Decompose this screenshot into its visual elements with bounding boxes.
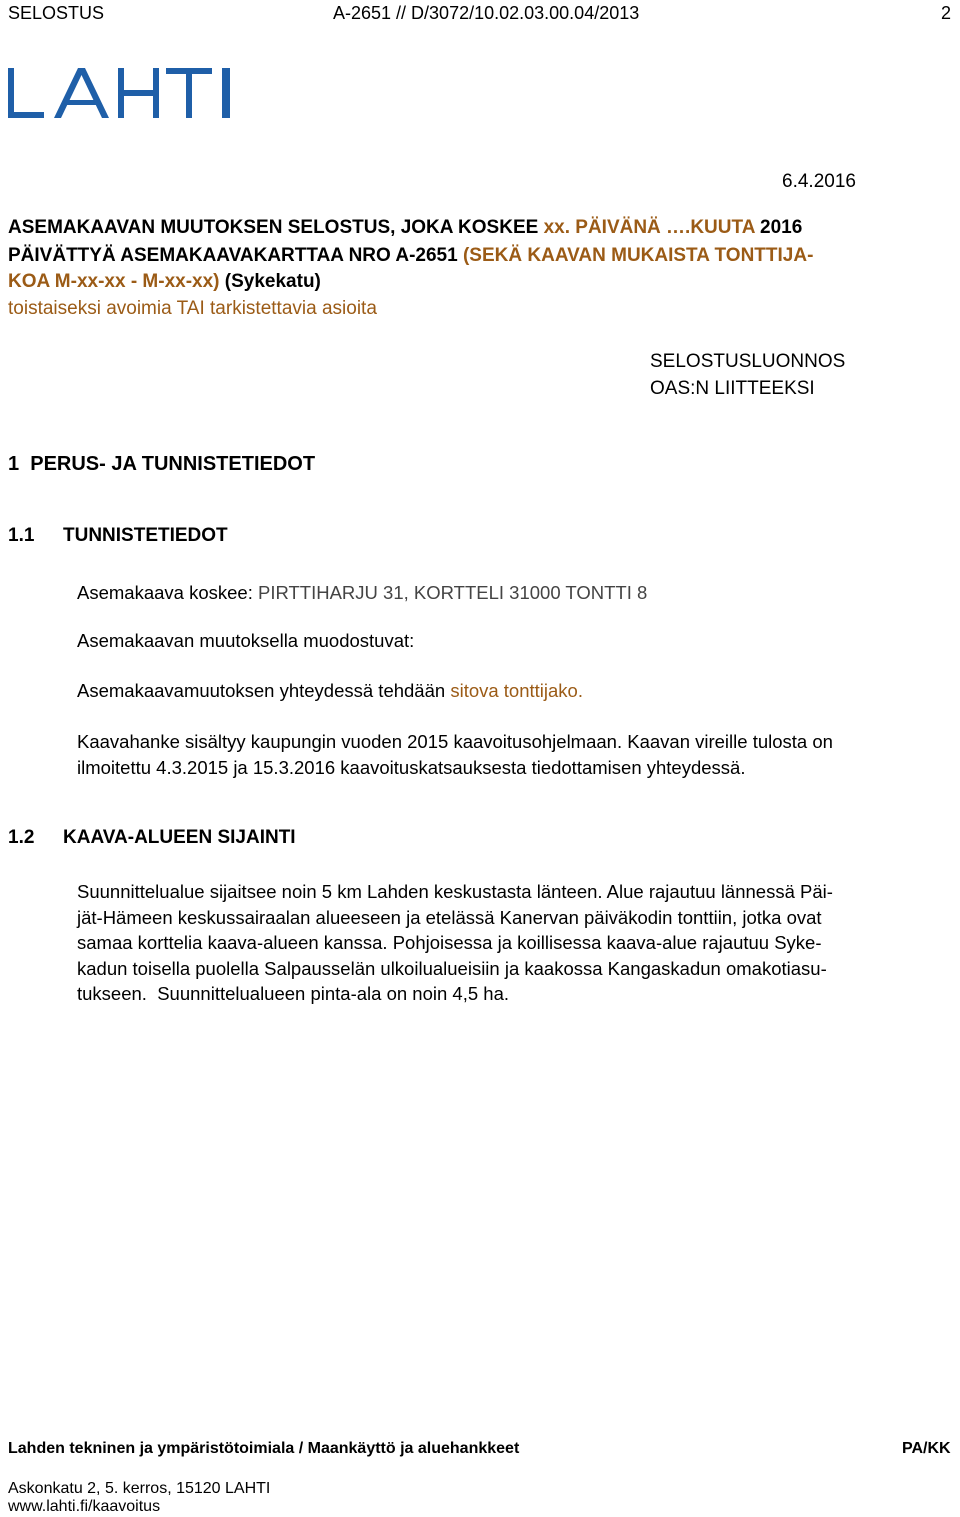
subsection-number: 1.1 [8, 525, 35, 546]
draft-attachment-label: OAS:N LIITTEEKSI [650, 378, 815, 399]
paragraph-line: Suunnittelualue sijaitsee noin 5 km Lahden keskustasta länteen. Alue rajautuu lännessä Päi- [77, 881, 833, 902]
plan-concerns-line [77, 580, 647, 605]
title-line-2-main: PÄIVÄTTYÄ ASEMAKAAVAKARTTAA NRO A-2651 [8, 245, 463, 266]
plot-division-line [77, 678, 583, 703]
footer-department: Lahden tekninen ja ympäristötoimiala / Maankäyttö ja aluehankkeet [8, 1440, 520, 1457]
footer-address: Askonkatu 2, 5. kerros, 15120 LAHTI [8, 1480, 271, 1497]
title-line-1-placeholder: xx. PÄIVÄNÄ ….KUUTA [543, 217, 755, 238]
title-line-1-main: ASEMAKAAVAN MUUTOKSEN SELOSTUS, JOKA KOSKEE [8, 217, 544, 238]
subsection-title: KAAVA-ALUEEN SIJAINTI [63, 827, 296, 848]
paragraph-line: tukseen. Suunnittelualueen pinta-ala on noin 4,5 ha. [77, 983, 509, 1004]
title-line-1 [8, 215, 802, 241]
title-line-2-placeholder: (SEKÄ KAAVAN MUKAISTA TONTTIJA- [462, 245, 814, 266]
program-line-2: ilmoitettu 4.3.2015 ja 15.3.2016 kaavoituskatsauksesta tiedottamisen yhteydessä. [77, 757, 746, 778]
plot-division-highlight: sitova tonttijako. [450, 680, 583, 701]
program-line-1: Kaavahanke sisältyy kaupungin vuoden 2015 kaavoitusohjelmaan. Kaavan vireille tulosta on [77, 731, 833, 752]
title-line-3-street: (Sykekatu) [219, 271, 321, 292]
title-line-1-year: 2016 [754, 217, 803, 238]
paragraph-line: jät-Hämeen keskussairaalan alueeseen ja etelässä Kanervan päiväkodin tonttiin, jotka ovat [77, 906, 822, 928]
header-doc-number: A-2651 // D/3072/10.02.03.00.04/2013 [333, 3, 640, 23]
subsection-title: TUNNISTETIEDOT [63, 525, 228, 546]
title-line-3-placeholder: KOA M-xx-xx - M-xx-xx) [8, 271, 220, 292]
title-open-issues-note: toistaiseksi avoimia TAI tarkistettavia asioita [8, 298, 377, 319]
title-line-2 [8, 243, 813, 269]
plan-concerns-value: PIRTTIHARJU 31, KORTTELI 31000 TONTTI 8 [257, 582, 648, 603]
paragraph-line: samaa korttelia kaava-alueen kanssa. Pohjoisessa ja koillisessa kaava-alue rajautuu Syke- [77, 932, 822, 953]
title-line-3 [8, 269, 321, 295]
location-paragraph [77, 879, 957, 1007]
footer-website-link[interactable]: www.lahti.fi/kaavoitus [8, 1498, 161, 1515]
header-page-number: 2 [941, 3, 952, 23]
subsection-number: 1.2 [8, 827, 35, 848]
draft-label: SELOSTUSLUONNOS [650, 351, 846, 372]
formed-by-change-line: Asemakaavan muutoksella muodostuvat: [77, 630, 415, 651]
plan-concerns-label: Asemakaava koskee: [77, 582, 258, 603]
section-heading: 1 PERUS- JA TUNNISTETIEDOT [8, 453, 316, 475]
plot-division-text: Asemakaavamuutoksen yhteydessä tehdään [77, 680, 451, 701]
document-date: 6.4.2016 [782, 171, 856, 192]
paragraph-line: kadun toisella puolella Salpausselän ulkoilualueisiin ja kaakossa Kangaskadun omakotiasu- [77, 957, 827, 979]
header-doc-type: SELOSTUS [8, 3, 105, 23]
footer-initials: PA/KK [902, 1440, 951, 1457]
lahti-logo [8, 66, 236, 120]
